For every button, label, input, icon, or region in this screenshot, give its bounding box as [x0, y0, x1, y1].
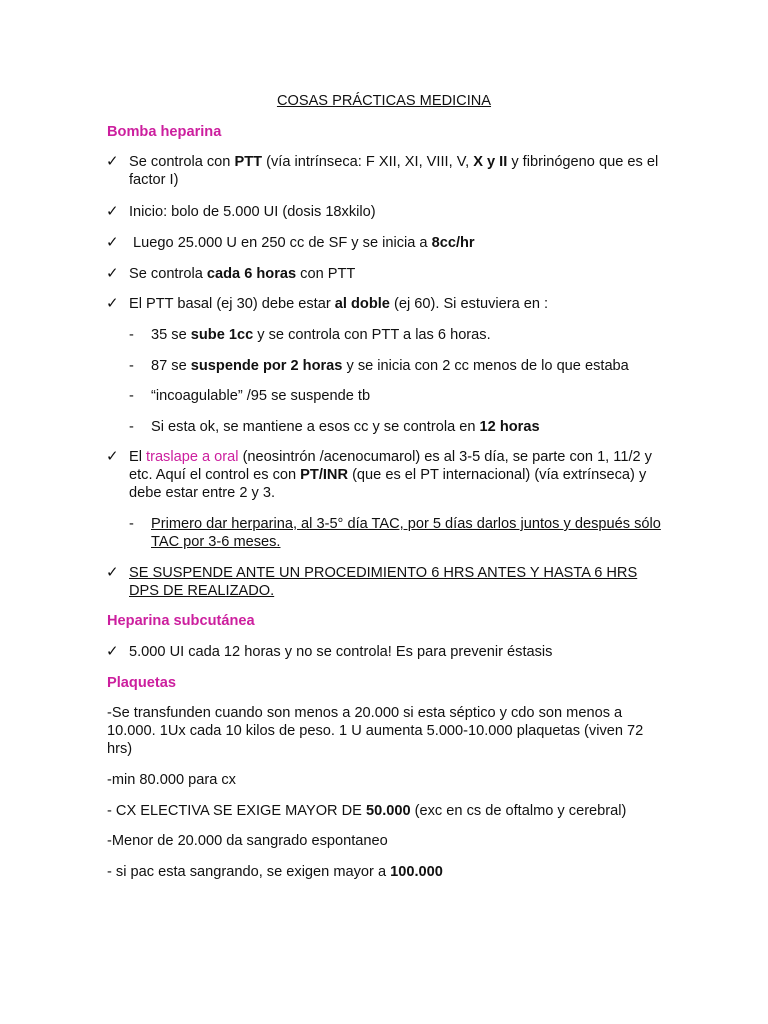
dash-marker: -: [129, 516, 134, 532]
document-title: COSAS PRÁCTICAS MEDICINA: [276, 93, 492, 109]
dash-marker: -: [129, 419, 134, 435]
bullet-item: El traslape a oral (neosintrón /acenocumarol) es al 3-5 día, se parte con 1, 11/2 y etc. Aquí el control es con PT/INR (que es el PT internacional) (vía extrínseca) y debe estar entre 2 y 3.: [129, 449, 652, 501]
bullet-item: SE SUSPENDE ANTE UN PROCEDIMIENTO 6 HRS ANTES Y HASTA 6 HRS DPS DE REALIZADO.: [129, 565, 638, 599]
dash-marker: -: [129, 358, 134, 374]
checkmark-icon: ✓: [106, 295, 119, 312]
bullet-item: 5.000 UI cada 12 horas y no se controla! Es para prevenir éstasis: [129, 644, 553, 660]
bullet-item: Se controla cada 6 horas con PTT: [129, 266, 356, 282]
checkmark-icon: ✓: [106, 234, 119, 251]
bullet-item: Luego 25.000 U en 250 cc de SF y se inicia a 8cc/hr: [129, 235, 475, 251]
checkmark-icon: ✓: [106, 448, 119, 465]
checkmark-icon: ✓: [106, 643, 119, 660]
paragraph: -min 80.000 para cx: [107, 772, 236, 788]
dash-marker: -: [129, 388, 134, 404]
paragraph: - si pac esta sangrando, se exigen mayor a 100.000: [107, 864, 443, 880]
sub-item: 87 se suspende por 2 horas y se inicia con 2 cc menos de lo que estaba: [151, 358, 629, 374]
sub-item: 35 se sube 1cc y se controla con PTT a las 6 horas.: [151, 327, 491, 343]
section-heading-bomba-heparina: Bomba heparina: [107, 124, 222, 140]
paragraph: -Menor de 20.000 da sangrado espontaneo: [107, 833, 388, 849]
bullet-item: El PTT basal (ej 30) debe estar al doble (ej 60). Si estuviera en :: [129, 296, 549, 312]
checkmark-icon: ✓: [106, 564, 119, 581]
paragraph: -Se transfunden cuando son menos a 20.000 si esta séptico y cdo son menos a 10.000. 1Ux cada 10 kilos de peso. 1 U aumenta 5.000-10.000 plaquetas (viven 72 hrs): [107, 705, 644, 757]
section-heading-plaquetas: Plaquetas: [107, 675, 176, 691]
sub-item: “incoagulable” /95 se suspende tb: [151, 388, 371, 404]
sub-item: Primero dar herparina, al 3-5° día TAC, por 5 días darlos juntos y después sólo TAC por 3-6 meses.: [151, 516, 661, 550]
section-heading-heparina-subcutanea: Heparina subcutánea: [107, 613, 255, 629]
checkmark-icon: ✓: [106, 203, 119, 220]
sub-item: Si esta ok, se mantiene a esos cc y se controla en 12 horas: [151, 419, 540, 435]
bullet-item: Inicio: bolo de 5.000 UI (dosis 18xkilo): [129, 204, 376, 220]
dash-marker: -: [129, 327, 134, 343]
checkmark-icon: ✓: [106, 153, 119, 170]
bullet-item: Se controla con PTT (vía intrínseca: F XII, XI, VIII, V, X y II y fibrinógeno que es el factor I): [129, 154, 659, 188]
checkmark-icon: ✓: [106, 265, 119, 282]
paragraph: - CX ELECTIVA SE EXIGE MAYOR DE 50.000 (exc en cs de oftalmo y cerebral): [107, 803, 627, 819]
